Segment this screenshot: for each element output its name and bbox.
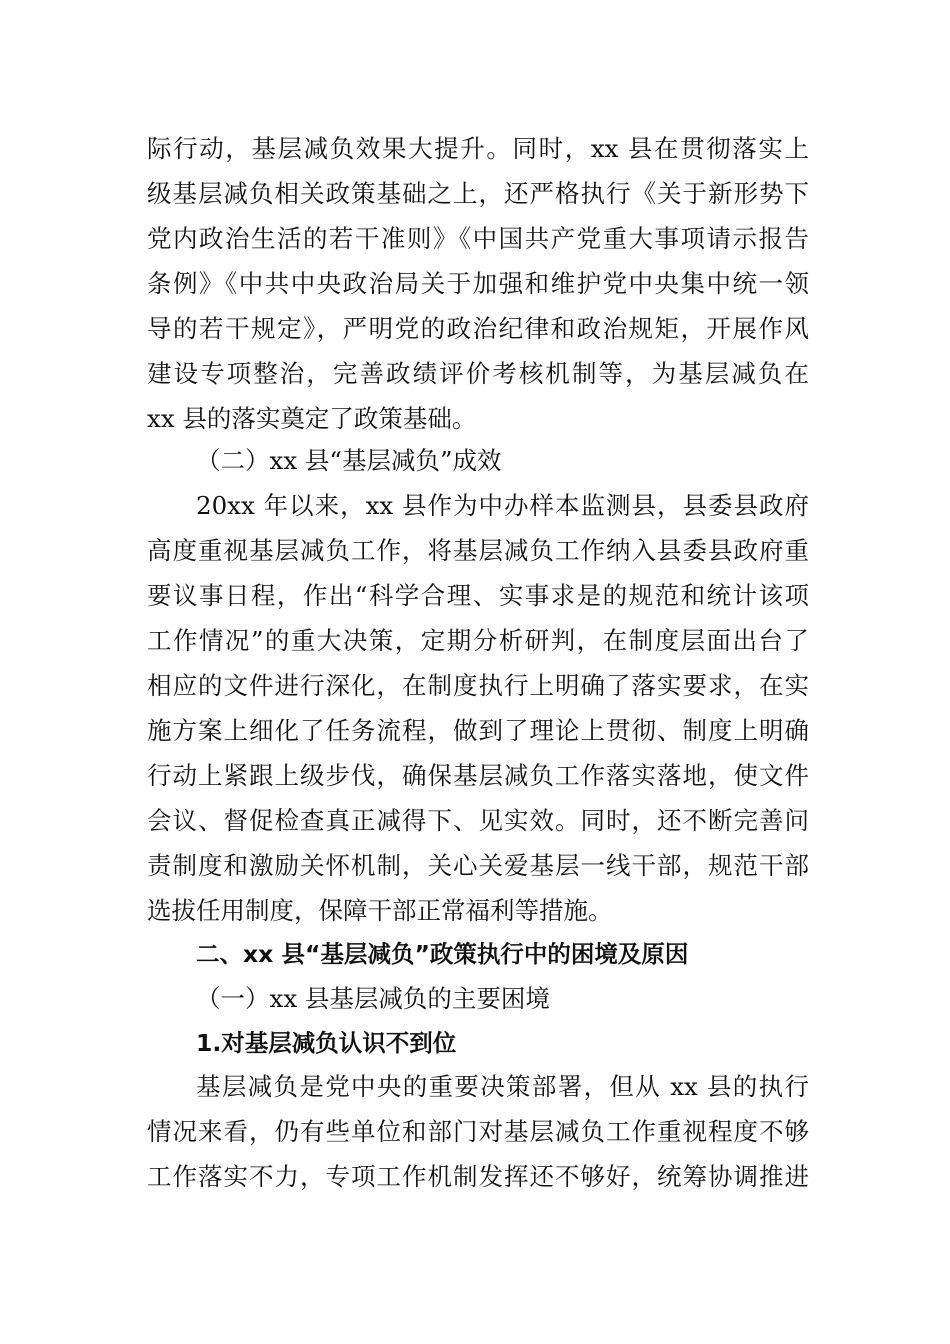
paragraph-2-line-5: 相应的文件进行深化，在制度执行上明确了落实要求，在实: [147, 671, 809, 700]
paragraph-1-line-7: xx 县的落实奠定了政策基础。: [147, 404, 477, 433]
paragraph-2-line-10: 选拔任用制度，保障干部正常福利等措施。: [147, 896, 613, 925]
paragraph-2-line-7: 行动上紧跟上级步伐，确保基层减负工作落实落地，使文件: [147, 761, 809, 790]
paragraph-1-line-6: 建设专项整治，完善政绩评价考核机制等，为基层减负在: [147, 359, 809, 388]
paragraph-2-line-1: 20xx 年以来，xx 县作为中办样本监测县，县委县政府: [196, 491, 809, 520]
point-heading-1: 1.对基层减负认识不到位: [196, 1029, 457, 1057]
paragraph-3-line-1: 基层减负是党中央的重要决策部署，但从 xx 县的执行: [196, 1072, 809, 1101]
paragraph-1-line-1: 际行动，基层减负效果大提升。同时，xx 县在贯彻落实上: [147, 134, 809, 163]
section-heading-difficulties: 二、xx 县“基层减负”政策执行中的困境及原因: [196, 940, 689, 968]
paragraph-3-line-2: 情况来看，仍有些单位和部门对基层减负工作重视程度不够: [147, 1117, 809, 1146]
paragraph-2-line-6: 施方案上细化了任务流程，做到了理论上贯彻、制度上明确: [147, 716, 809, 745]
paragraph-1-line-5: 导的若干规定》，严明党的政治纪律和政治规矩，开展作风: [147, 314, 809, 343]
paragraph-2-line-8: 会议、督促检查真正减得下、见实效。同时，还不断完善问: [147, 806, 809, 835]
paragraph-1-line-4: 条例》《中共中央政治局关于加强和维护党中央集中统一领: [147, 269, 809, 298]
paragraph-1-line-3: 党内政治生活的若干准则》《中国共产党重大事项请示报告: [147, 224, 809, 253]
paragraph-2-line-2: 高度重视基层减负工作，将基层减负工作纳入县委县政府重: [147, 536, 809, 565]
paragraph-2-line-3: 要议事日程，作出“科学合理、实事求是的规范和统计该项: [147, 581, 809, 610]
subheading-main-difficulties: （一）xx 县基层减负的主要困境: [196, 984, 550, 1013]
paragraph-3-line-3: 工作落实不力，专项工作机制发挥还不够好，统筹协调推进: [147, 1162, 809, 1191]
paragraph-1-line-2: 级基层减负相关政策基础之上，还严格执行《关于新形势下: [147, 179, 809, 208]
paragraph-2-line-9: 责制度和激励关怀机制，关心关爱基层一线干部，规范干部: [147, 851, 809, 880]
paragraph-2-line-4: 工作情况”的重大决策，定期分析研判，在制度层面出台了: [147, 626, 809, 655]
subheading-results: （二）xx 县“基层减负”成效: [196, 446, 502, 475]
